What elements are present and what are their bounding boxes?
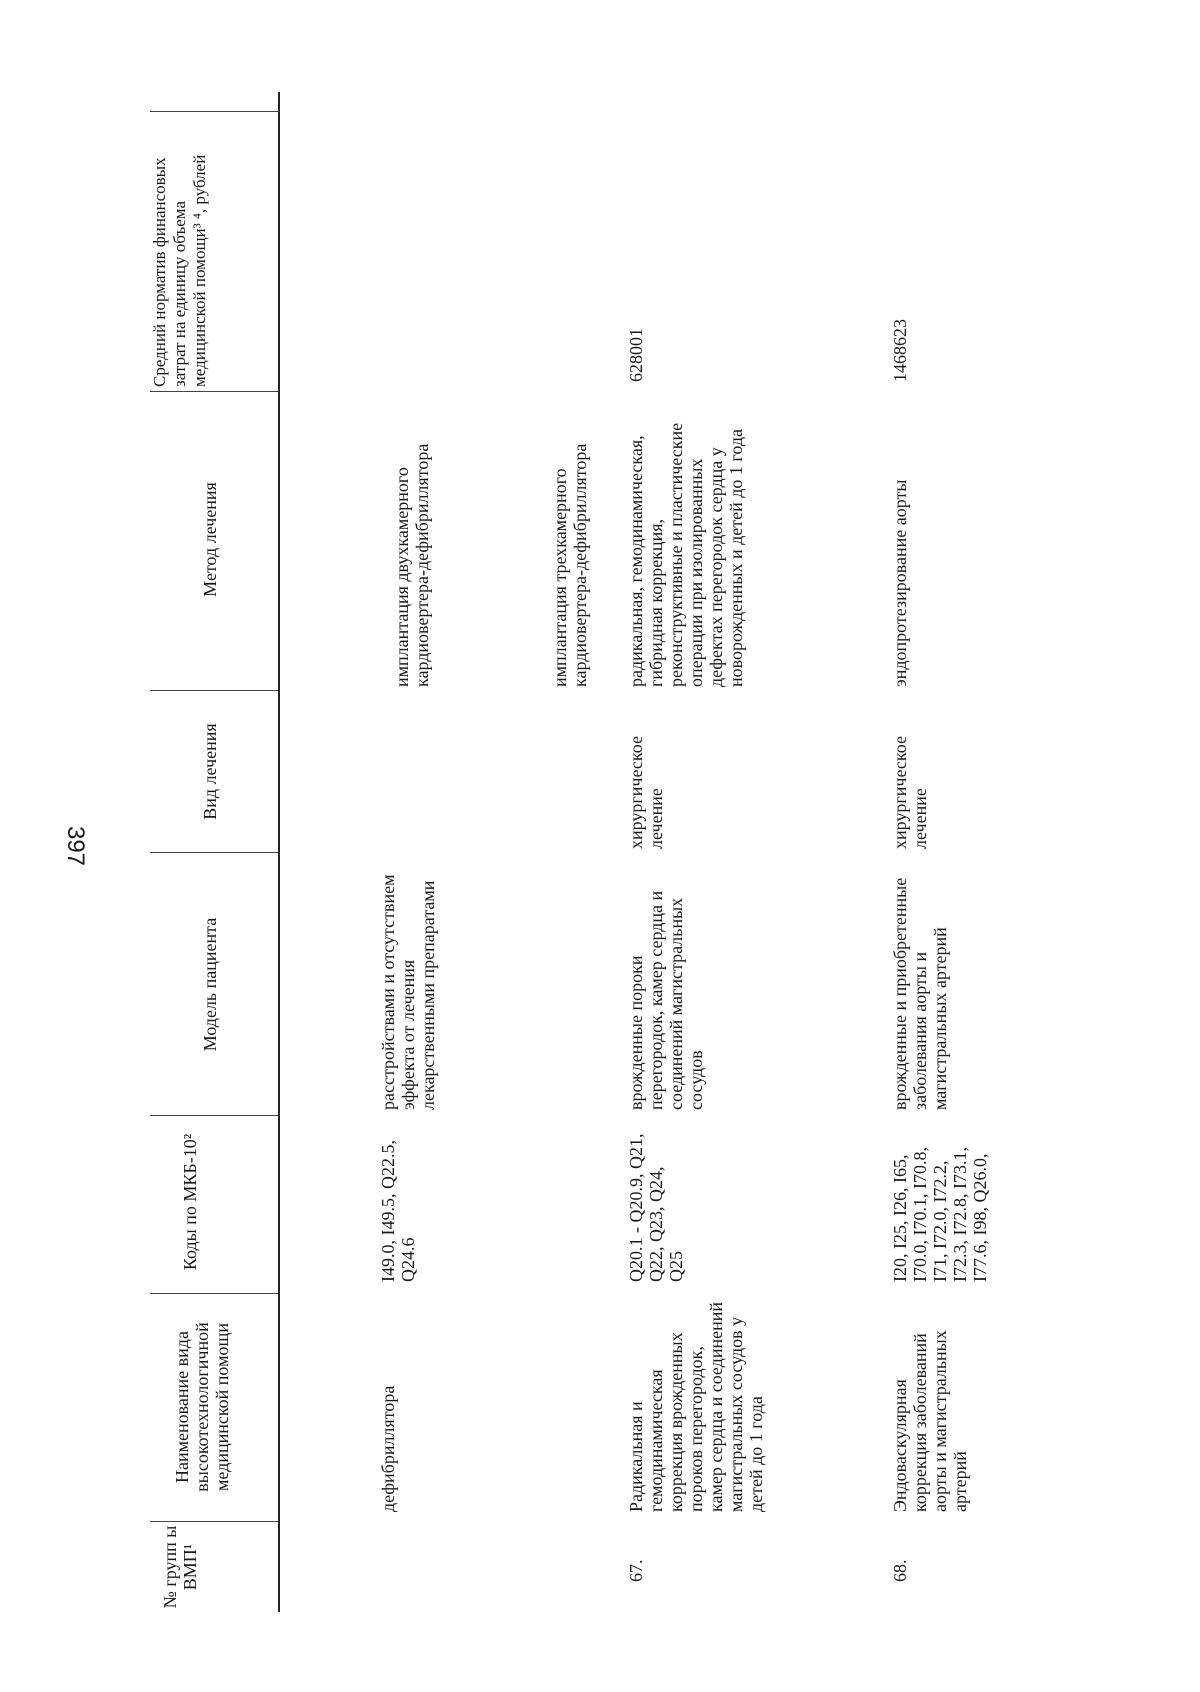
row-3-codes: Q20.1 - Q20.9, Q21, Q22, Q23, Q24, Q25 [626,1133,686,1282]
row-4-name: Эндоваскулярная коррекция заболеваний аорты и магистральных артерий [890,1330,970,1512]
col-divider [150,690,278,691]
header-cost: Средний норматив финансовых затрат на единицу объема медицинской помощи³ ⁴, рублей [150,154,209,387]
page-number: 397 [62,825,89,867]
row-1-model: расстройствами и отсутствием эффекта от лечения лекарственными препаратами [378,874,438,1110]
row-1-codes: I49.0, I49.5, Q22.5, Q24.6 [378,1140,418,1282]
row-3-kind: хирургическое лечение [626,736,666,849]
col-divider [150,1293,278,1294]
header-divider [278,92,280,1612]
header-name: Наименование вида высокотехнологичной медицинской помощи [172,1322,232,1492]
row-3-cost: 628001 [626,328,646,382]
col-divider [150,1115,278,1116]
header-method: Метод лечения [200,482,220,597]
row-4-codes: I20, I25, I26, I65, I70.0, I70.1, I70.8, I71, I72.0, I72.2, I72.3, I72.8, I73.1, I77.6, I98, Q26.0, [890,1147,990,1282]
header-codes: Коды по МКБ-10² [180,1133,200,1271]
header-model: Модель пациента [200,917,220,1052]
row-4-kind: хирургическое лечение [890,736,930,849]
row-3-name: Радикальная и гемодинамическая коррекция врожденных пороков перегородок, камер сердца и соединений магистральных сосудов у детей до 1 года [626,1302,766,1512]
header-group-no: № групп ы ВМП¹ [160,1525,200,1609]
row-4-method: эндопротезирование аорты [890,479,910,687]
row-4-cost: 1468623 [890,319,910,382]
row-1-method: имплантация двухкамерного кардиовертера-дефибриллятора [392,443,432,687]
row-4-model: врожденные и приобретенные заболевания аорты и магистральных артерий [890,877,950,1110]
rotated-table [150,92,1200,1612]
row-3-model: врожденные пороки перегородок, камер сердца и соединений магистральных сосудов [626,890,706,1110]
row-3-group-no: 67. [626,1559,646,1582]
row-1-name: дефибриллятора [378,1385,398,1512]
header-kind: Вид лечения [200,723,220,820]
row-2-method: имплантация трехкамерного кардиовертера-дефибриллятора [550,443,590,687]
col-divider [150,852,278,853]
row-3-method: радикальная, гемодинамическая, гибридная коррекция, реконструктивные и пластические операции при изолированных дефектах перегородок сердца у новорожденных и детей до 1 года [626,422,746,687]
row-4-group-no: 68. [890,1559,910,1582]
